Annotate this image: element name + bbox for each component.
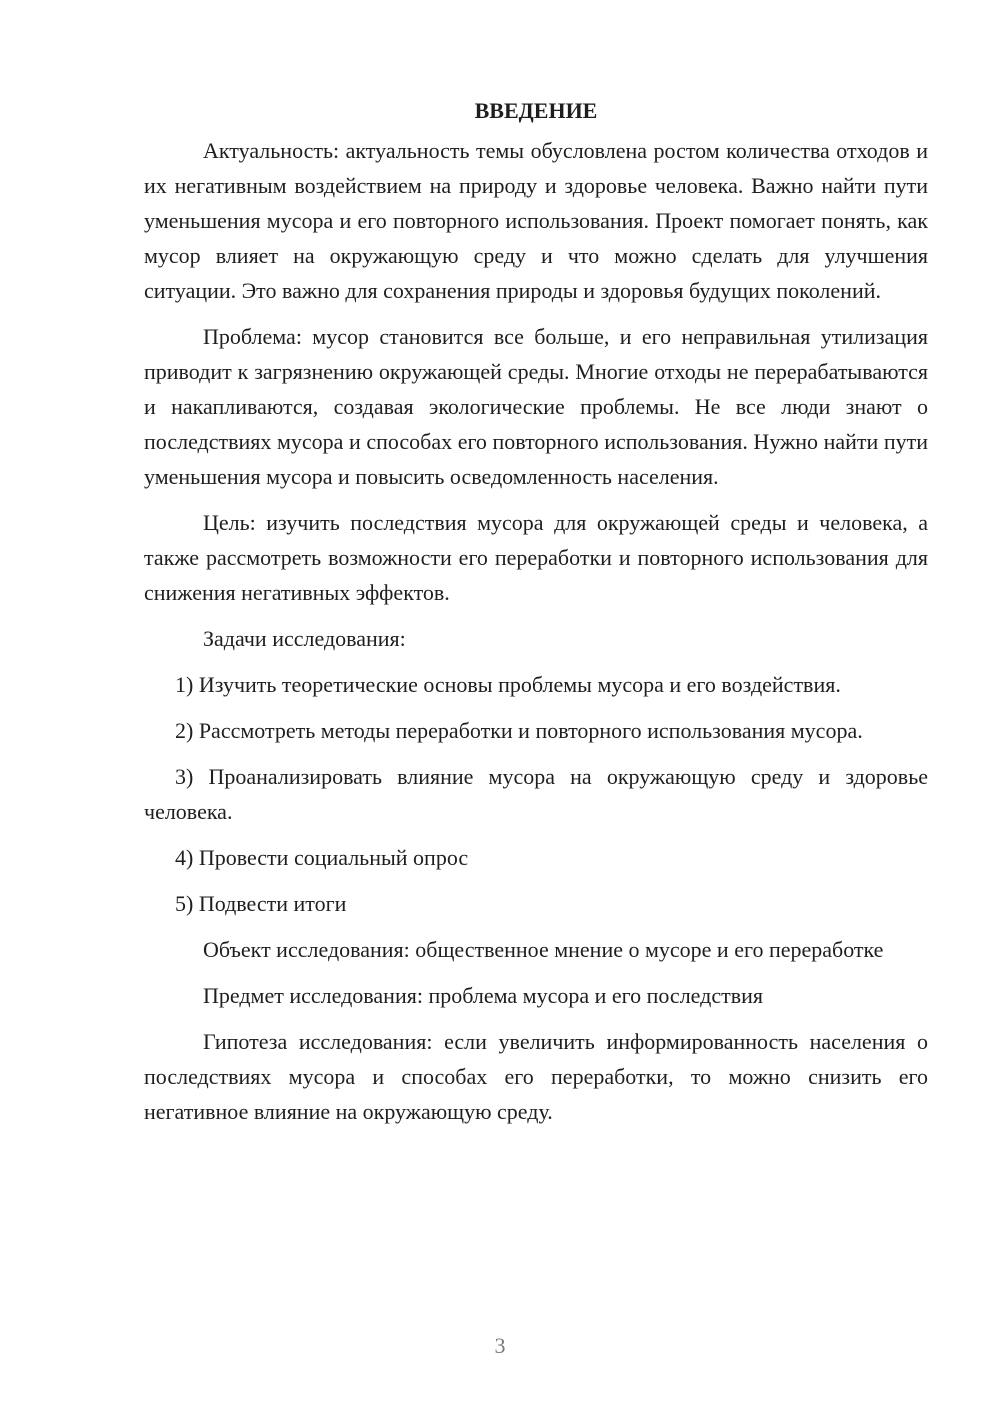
task-item-5: 5) Подвести итоги [175,891,347,916]
paragraph-problem: Проблема: мусор становится все больше, и его неправильная утилизация приводит к загрязнению окружающей среды. Многие отходы не перерабатываются и накапливаются, создавая экологические проблемы. Не все люди знают о последствиях мусора и способах его повторного использования. Нужно найти пути уменьшения мусора и повысить осведомленность населения. [144,324,928,489]
document-body [144,93,928,1140]
paragraph-hypothesis: Гипотеза исследования: если увеличить информированность населения о последствиях мусора и способах его переработки, то можно снизить его негативное влияние на окружающую среду. [144,1029,928,1124]
page-number: 3 [494,1333,506,1358]
paragraph-relevance: Актуальность: актуальность темы обусловлена ростом количества отходов и их негативным воздействием на природу и здоровье человека. Важно найти пути уменьшения мусора и его повторного использования. Проект помогает понять, как мусор влияет на окружающую среду и что можно сделать для улучшения ситуации. Это важно для сохранения природы и здоровья будущих поколений. [144,138,928,303]
task-item-1: 1) Изучить теоретические основы проблемы мусора и его воздействия. [175,672,841,697]
paragraph-goal: Цель: изучить последствия мусора для окружающей среды и человека, а также рассмотреть возможности его переработки и повторного использования для снижения негативных эффектов. [144,510,928,605]
paragraph-research-object: Объект исследования: общественное мнение о мусоре и его переработке [203,937,884,962]
page-title: ВВЕДЕНИЕ [474,98,598,123]
paragraph-research-subject: Предмет исследования: проблема мусора и его последствия [203,983,764,1008]
task-item-3: 3) Проанализировать влияние мусора на окружающую среду и здоровье человека. [144,764,928,824]
task-item-4: 4) Провести социальный опрос [175,845,469,870]
tasks-heading: Задачи исследования: [203,626,406,651]
task-item-2: 2) Рассмотреть методы переработки и повторного использования мусора. [175,718,863,743]
